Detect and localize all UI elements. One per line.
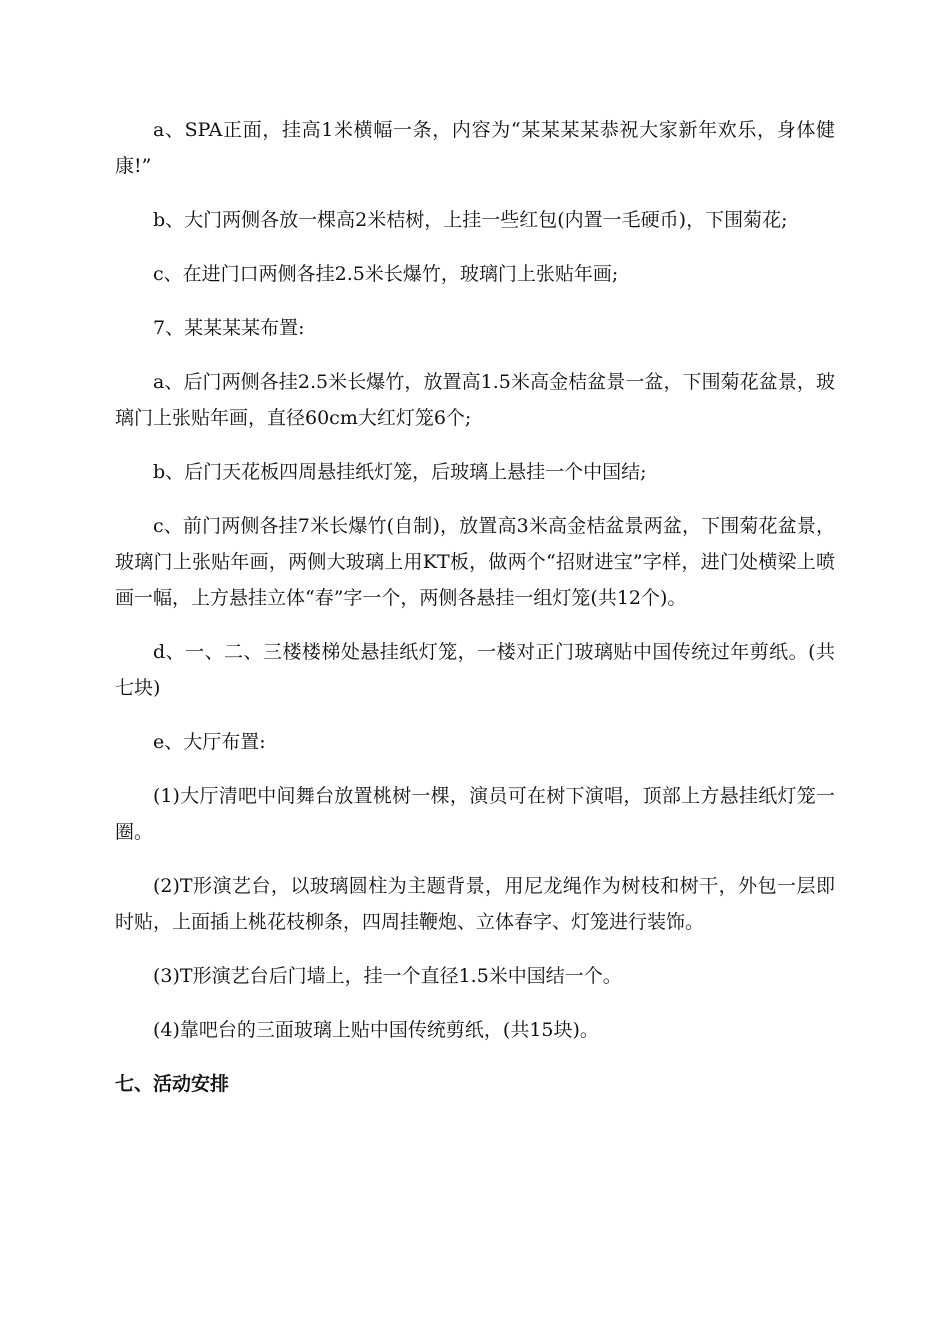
document-body — [115, 112, 835, 1102]
paragraph-entrance-firecrackers: c、在进门口两侧各挂2.5米长爆竹，玻璃门上张贴年画; — [153, 263, 619, 285]
paragraph-chinese-knot: (3)T形演艺台后门墙上，挂一个直径1.5米中国结一个。 — [153, 965, 622, 987]
paragraph-gate-trees: b、大门两侧各放一棵高2米桔树，上挂一些红包(内置一毛硬币)，下围菊花; — [153, 209, 788, 231]
paragraph-item-7-title: 7、某某某某布置: — [153, 317, 305, 339]
paragraph-paper-cuts: (4)靠吧台的三面玻璃上贴中国传统剪纸，(共15块)。 — [153, 1019, 599, 1041]
paragraph-hall-title: e、大厅布置: — [153, 731, 266, 753]
paragraph-hall-stage: (1)大厅清吧中间舞台放置桃树一棵，演员可在树下演唱，顶部上方悬挂纸灯笼一圈。 — [115, 785, 835, 843]
paragraph-stairs: d、一、二、三楼楼梯处悬挂纸灯笼，一楼对正门玻璃贴中国传统过年剪纸。(共七块) — [115, 641, 835, 699]
paragraph-back-door: a、后门两侧各挂2.5米长爆竹，放置高1.5米高金桔盆景一盆，下围菊花盆景，玻璃门上张贴年画，直径60cm大红灯笼6个; — [115, 371, 835, 429]
paragraph-t-stage: (2)T形演艺台，以玻璃圆柱为主题背景，用尼龙绳作为树枝和树干，外包一层即时贴，上面插上桃花枝柳条，四周挂鞭炮、立体春字、灯笼进行装饰。 — [115, 875, 835, 933]
section-heading: 七、活动安排 — [115, 1073, 230, 1095]
paragraph-ceiling-lanterns: b、后门天花板四周悬挂纸灯笼，后玻璃上悬挂一个中国结; — [153, 461, 647, 483]
paragraph-front-door: c、前门两侧各挂7米长爆竹(自制)，放置高3米高金桔盆景两盆，下围菊花盆景，玻璃门上张贴年画，两侧大玻璃上用KT板，做两个“招财进宝”字样，进门处横梁上喷画一幅，上方悬挂立体“春”字一个，两侧各悬挂一组灯笼(共12个)。 — [115, 515, 835, 609]
paragraph-spa-banner: a、SPA正面，挂高1米横幅一条，内容为“某某某某恭祝大家新年欢乐，身体健康!” — [115, 119, 835, 177]
